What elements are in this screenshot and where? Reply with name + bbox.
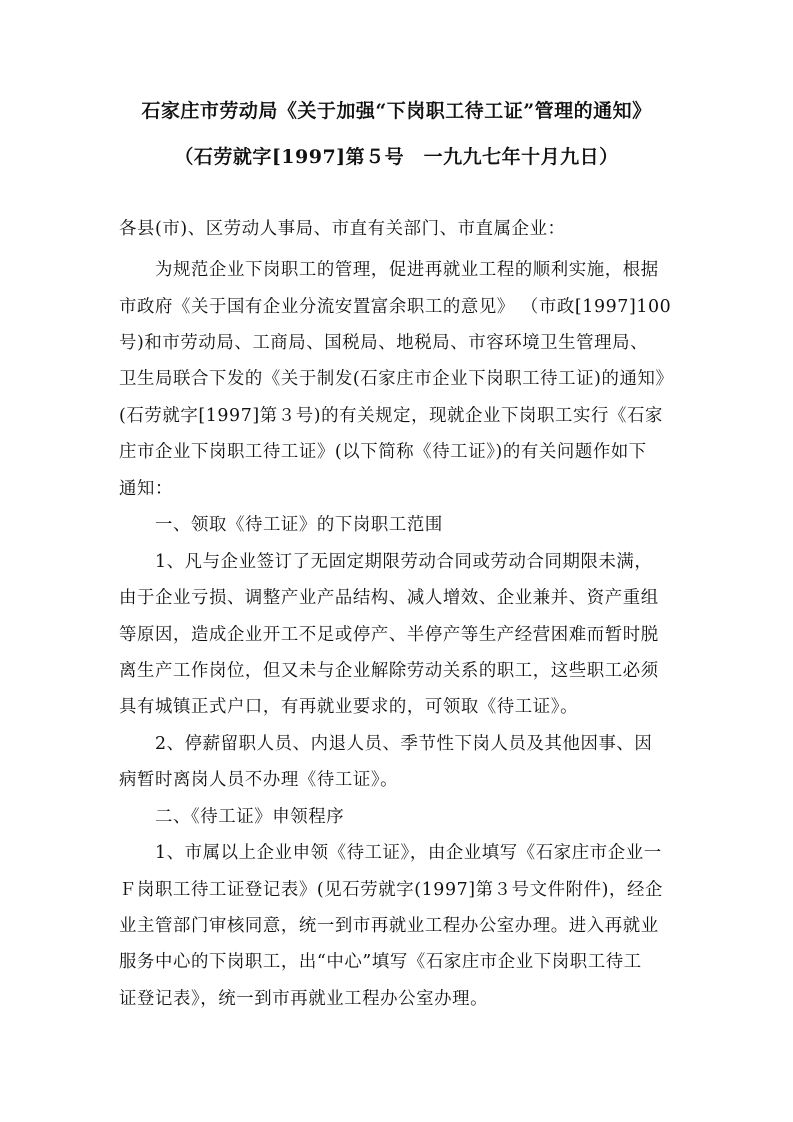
body-line: 病暂时离岗人员不办理《待工证》。 — [119, 770, 399, 790]
body-line: 1、凡与企业签订了无固定期限劳动合同或劳动合同期限未满， — [155, 552, 653, 572]
body-line: 市政府《关于国有企业分流安置富余职工的意见》 （市政[1997]100 — [119, 297, 672, 317]
body-line: 业主管部门审核同意，统一到市再就业工程办公室办理。进入再就业 — [119, 916, 659, 936]
section-heading: 一、领取《待工证》的下岗职工范围 — [155, 515, 443, 535]
body-line: 2、停薪留职人员、内退人员、季节性下岗人员及其他因事、因 — [155, 734, 653, 754]
document-subtitle: （石劳就字[1997]第５号 一九九七年十月九日） — [174, 146, 619, 168]
body-line: 由于企业亏损、调整产业产品结构、减人增效、企业兼并、资产重组 — [119, 588, 659, 608]
body-line: (石劳就字[1997]第３号)的有关规定，现就企业下岗职工实行《石家 — [119, 406, 663, 426]
section-heading: 二、《待工证》申领程序 — [155, 807, 345, 827]
salutation: 各县(市)、区劳动人事局、市直有关部门、市直属企业： — [119, 219, 566, 239]
body-line: 庄市企业下岗职工待工证》(以下简称《待工证》)的有关问题作如下 — [119, 442, 647, 462]
body-line: 1、市属以上企业申领《待工证》，由企业填写《石家庄市企业一 — [155, 843, 662, 863]
body-line: 卫生局联合下发的《关于制发(石家庄市企业下岗职工待工证)的通知》 — [119, 369, 674, 389]
document-title: 石家庄市劳动局《关于加强“下岗职工待工证”管理的通知》 — [141, 100, 652, 122]
body-line: 服务中心的下岗职工，出“中心”填写《石家庄市企业下岗职工待工 — [119, 952, 642, 972]
body-line: 通知： — [119, 479, 173, 499]
body-line: 证登记表》，统一到市再就业工程办公室办理。 — [119, 989, 489, 1009]
body-line: 离生产工作岗位，但又未与企业解除劳动关系的职工，这些职工必须 — [119, 661, 659, 681]
body-line: 号)和市劳动局、工商局、国税局、地税局、市容环境卫生管理局、 — [119, 333, 649, 353]
body-line: 为规范企业下岗职工的管理，促进再就业工程的顺利实施，根据 — [155, 260, 659, 280]
body-line: 等原因，造成企业开工不足或停产、半停产等生产经营困难而暂时脱 — [119, 625, 659, 645]
body-line: 具有城镇正式户口，有再就业要求的，可领取《待工证》。 — [119, 697, 579, 717]
body-line: Ｆ岗职工待工证登记表》(见石劳就字(1997]第３号文件附件)，经企 — [119, 880, 663, 900]
